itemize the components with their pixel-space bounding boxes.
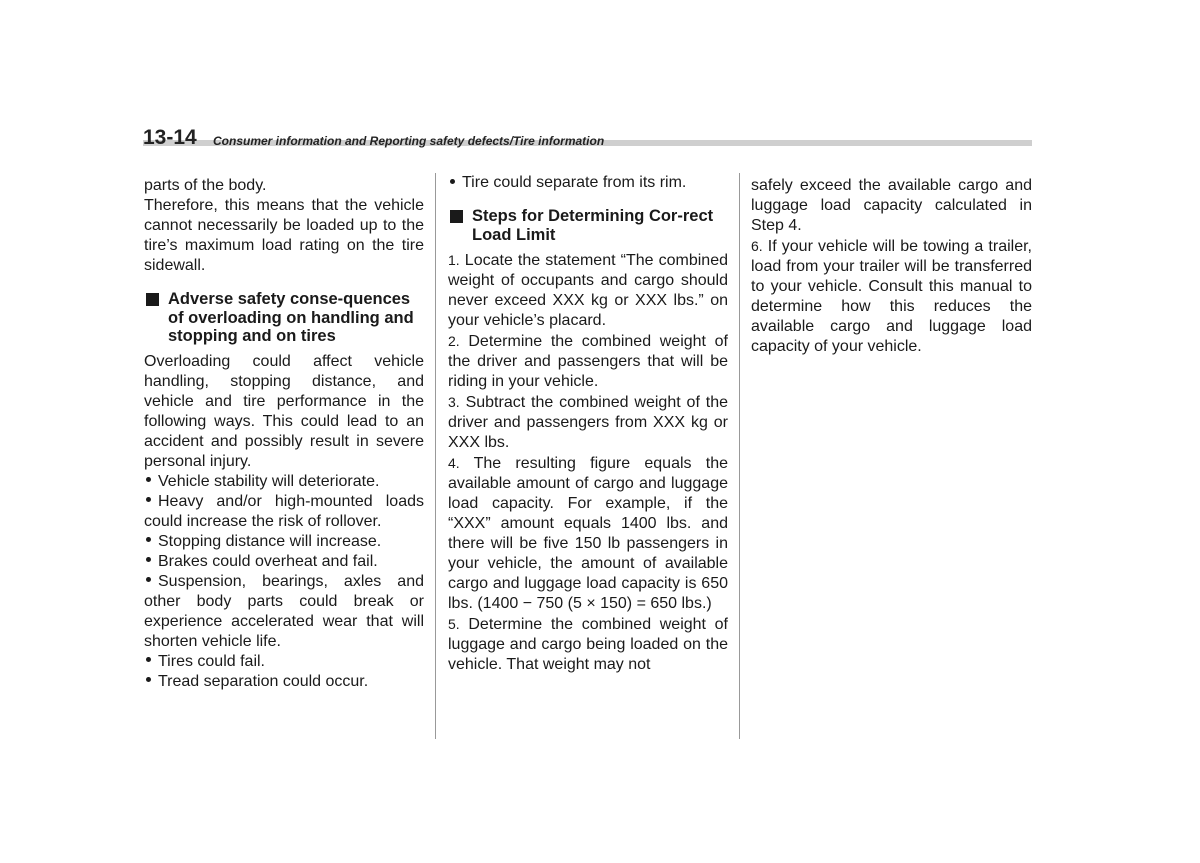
paragraph: safely exceed the available cargo and luggage load capacity calculated in Step 4.	[751, 177, 1032, 234]
list-item: Vehicle stability will deteriorate.	[144, 472, 424, 492]
step-item: 1. Locate the statement “The combined weight of occupants and cargo should never exceed XXX kg or XXX lbs.” on your vehicle’s placard.	[448, 252, 729, 329]
bullet-icon	[146, 577, 151, 582]
paragraph: parts of the body.	[144, 177, 267, 194]
section-title: Consumer information and Reporting safety defects/Tire information	[213, 134, 605, 148]
page-header	[143, 126, 1033, 150]
step-item: 2. Determine the combined weight of the driver and passengers that will be riding in your vehicle.	[448, 333, 729, 390]
bullet-icon	[146, 477, 151, 482]
bullet-icon	[450, 179, 455, 184]
step-item: 3. Subtract the combined weight of the driver and passengers from XXX kg or XXX lbs.	[448, 394, 729, 451]
bullet-icon	[146, 537, 151, 542]
heading-text: Adverse safety conse-quences of overloading on handling and stopping and on tires	[168, 290, 414, 345]
list-item: Tread separation could occur.	[144, 672, 424, 692]
column-divider	[435, 173, 436, 739]
heading-text: Steps for Determining Cor-rect Load Limit	[472, 207, 714, 244]
list-item: Tire could separate from its rim.	[448, 173, 728, 193]
step-item: 5. Determine the combined weight of luggage and cargo being loaded on the vehicle. That weight may not	[448, 616, 729, 673]
column-divider	[739, 173, 740, 739]
bullet-icon	[146, 657, 151, 662]
step-item: 4. The resulting figure equals the available amount of cargo and luggage load capacity. For example, if the “XXX” amount equals 1400 lbs. and there will be five 150 lb passengers in your vehicle, the amount of available cargo and luggage load capacity is 650 lbs. (1400 − 750 (5 × 150) = 650 lbs.)	[448, 455, 728, 612]
list-item: Brakes could overheat and fail.	[144, 552, 424, 572]
step-item: 6. If your vehicle will be towing a trailer, load from your trailer will be transferred to your vehicle. Consult this manual to determine how this reduces the available cargo and luggage load capacity of your vehicle.	[751, 238, 1032, 355]
square-bullet-icon	[450, 210, 463, 223]
bullet-icon	[146, 557, 151, 562]
page-number: 13-14	[143, 126, 197, 149]
list-item: Tires could fail.	[144, 652, 424, 672]
section-heading	[448, 207, 728, 244]
bullet-icon	[146, 677, 151, 682]
column-right	[751, 176, 1032, 357]
list-item: Suspension, bearings, axles and other body parts could break or experience accelerated wear that will shorten vehicle life.	[144, 572, 424, 650]
column-left	[144, 176, 424, 692]
column-middle	[448, 173, 728, 675]
list-item: Stopping distance will increase.	[144, 532, 424, 552]
paragraph: Overloading could affect vehicle handling, stopping distance, and vehicle and tire performance in the following ways. This could lead to an accident and possibly result in severe personal injury.	[144, 352, 424, 470]
paragraph: Therefore, this means that the vehicle cannot necessarily be loaded up to the tire’s maximum load rating on the tire sidewall.	[144, 197, 424, 274]
section-heading	[144, 290, 424, 346]
square-bullet-icon	[146, 293, 159, 306]
list-item: Heavy and/or high-mounted loads could increase the risk of rollover.	[144, 492, 424, 530]
bullet-icon	[146, 497, 151, 502]
